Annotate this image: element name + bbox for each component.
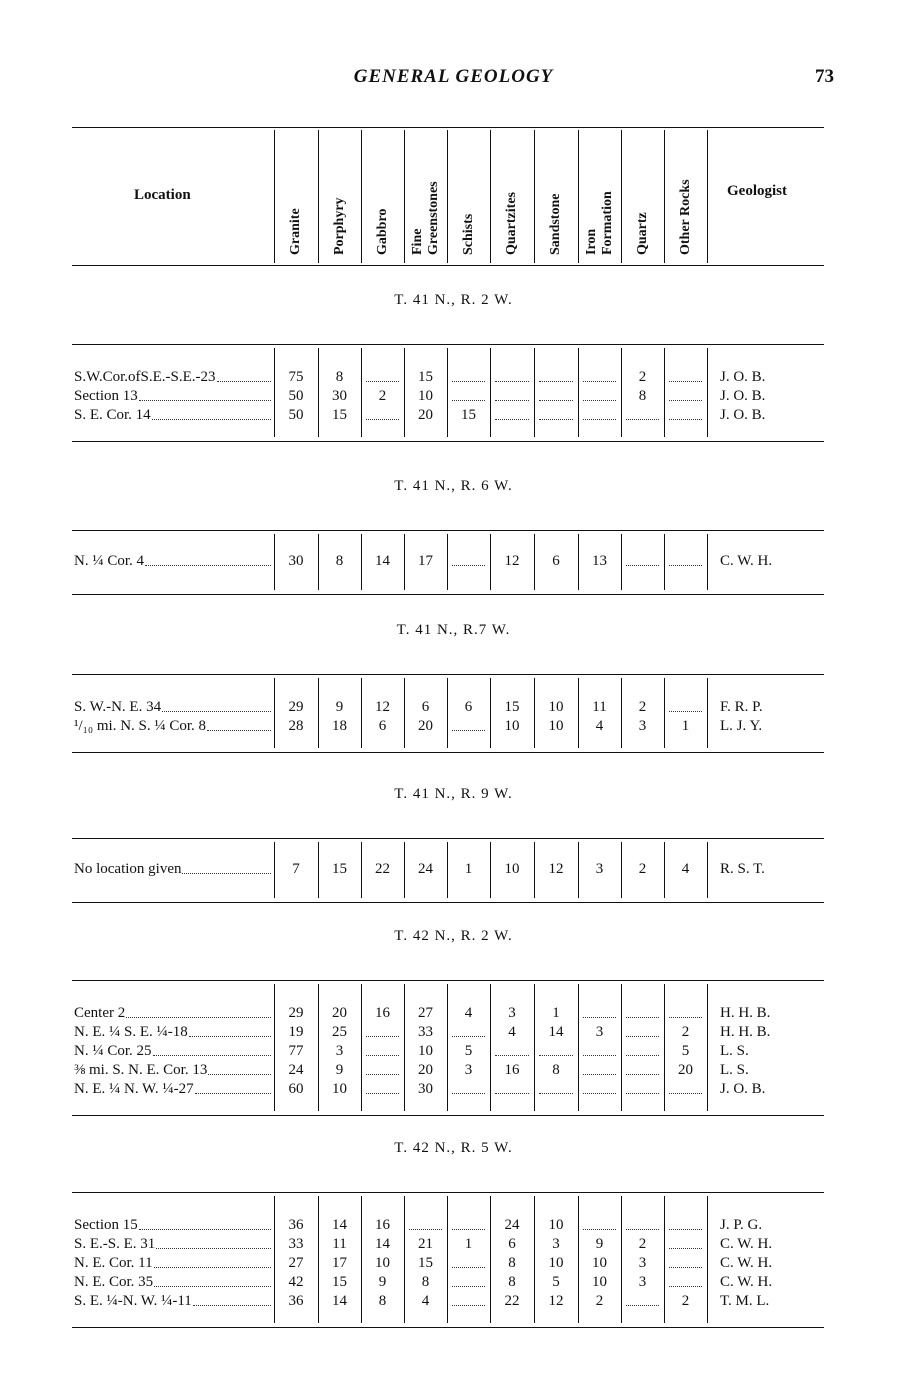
table-row xyxy=(0,1292,907,1311)
leader-dots xyxy=(145,565,271,566)
empty-cell-dots xyxy=(366,381,399,382)
value-cell: 10 xyxy=(548,718,564,734)
column-header-location: Location xyxy=(134,187,191,203)
section-bottom-rule xyxy=(72,1115,824,1116)
geologist-cell: L. J. Y. xyxy=(720,718,763,734)
empty-cell-dots xyxy=(583,419,616,420)
empty-cell-dots xyxy=(539,1093,573,1094)
value-cell: 16 xyxy=(375,1217,390,1233)
value-cell: 4 xyxy=(681,861,690,877)
header-divider xyxy=(534,130,535,263)
empty-cell-dots xyxy=(452,1305,485,1306)
value-cell: 13 xyxy=(592,553,607,569)
value-cell: 8 xyxy=(508,1255,516,1271)
leader-dots xyxy=(126,1017,271,1018)
header-top-rule xyxy=(72,127,824,128)
empty-cell-dots xyxy=(669,419,702,420)
location-cell: S. E. ¼-N. W. ¼-11 xyxy=(74,1293,192,1309)
empty-cell-dots xyxy=(539,400,573,401)
value-cell: 10 xyxy=(332,1081,347,1097)
value-cell: 3 xyxy=(638,1255,647,1271)
value-cell: 3 xyxy=(595,861,604,877)
leader-dots xyxy=(153,1055,271,1056)
location-cell: N. E. Cor. 11 xyxy=(74,1255,153,1271)
value-cell: 4 xyxy=(421,1293,430,1309)
leader-dots xyxy=(189,1036,271,1037)
header-divider xyxy=(318,130,319,263)
geologist-cell: C. W. H. xyxy=(720,1255,773,1271)
value-cell: 3 xyxy=(638,718,647,734)
column-header-rock: Sandstone xyxy=(548,193,563,255)
geologist-cell: H. H. B. xyxy=(720,1005,771,1021)
value-cell: 12 xyxy=(375,699,390,715)
location-cell: N. ¼ Cor. 25 xyxy=(74,1043,152,1059)
section-top-rule xyxy=(72,530,824,531)
column-header-rock: Iron xyxy=(583,228,599,255)
value-cell: 3 xyxy=(595,1024,604,1040)
value-cell: 14 xyxy=(375,1236,390,1252)
value-cell: 3 xyxy=(335,1043,344,1059)
empty-cell-dots xyxy=(452,400,485,401)
value-cell: 10 xyxy=(418,1043,433,1059)
value-cell: 12 xyxy=(548,1293,564,1309)
page-number: 73 xyxy=(815,66,834,87)
geologist-cell: L. S. xyxy=(720,1062,749,1078)
empty-cell-dots xyxy=(626,1036,659,1037)
geologist-cell: J. O. B. xyxy=(720,1081,766,1097)
section-top-rule xyxy=(72,674,824,675)
value-cell: 8 xyxy=(335,369,344,385)
empty-cell-dots xyxy=(669,1093,702,1094)
leader-dots xyxy=(154,1286,271,1287)
table-row xyxy=(0,368,907,387)
section-top-rule xyxy=(72,980,824,981)
empty-cell-dots xyxy=(669,1286,702,1287)
column-header-rock: Other Rocks xyxy=(677,179,693,255)
value-cell: 6 xyxy=(378,718,387,734)
geologist-cell: T. M. L. xyxy=(720,1293,770,1309)
table-row xyxy=(0,552,907,571)
value-cell: 22 xyxy=(504,1293,520,1309)
table-row xyxy=(0,860,907,879)
empty-cell-dots xyxy=(495,419,529,420)
value-cell: 27 xyxy=(418,1005,433,1021)
value-cell: 14 xyxy=(332,1217,347,1233)
table-row xyxy=(0,1273,907,1292)
location-cell: Section 13 xyxy=(74,388,138,404)
header-divider xyxy=(361,130,362,263)
table-row xyxy=(0,1061,907,1080)
geologist-cell: J. O. B. xyxy=(720,407,766,423)
empty-cell-dots xyxy=(583,1055,616,1056)
value-cell: 24 xyxy=(504,1217,520,1233)
empty-cell-dots xyxy=(626,1017,659,1018)
value-cell: 12 xyxy=(504,553,520,569)
township-heading: T. 41 N., R.7 W. xyxy=(396,622,511,638)
header-divider xyxy=(404,130,405,263)
value-cell: 75 xyxy=(288,369,304,385)
value-cell: 33 xyxy=(288,1236,304,1252)
empty-cell-dots xyxy=(626,1074,659,1075)
value-cell: 4 xyxy=(464,1005,473,1021)
column-header-rock: Quartzites xyxy=(504,192,519,255)
leader-dots xyxy=(217,381,271,382)
empty-cell-dots xyxy=(539,1055,573,1056)
section-top-rule xyxy=(72,838,824,839)
value-cell: 8 xyxy=(421,1274,430,1290)
empty-cell-dots xyxy=(495,1055,529,1056)
header-divider xyxy=(621,130,622,263)
geologist-cell: C. W. H. xyxy=(720,1236,773,1252)
empty-cell-dots xyxy=(452,1229,485,1230)
empty-cell-dots xyxy=(366,419,399,420)
geologist-cell: J. O. B. xyxy=(720,388,766,404)
header-divider xyxy=(490,130,491,263)
empty-cell-dots xyxy=(669,400,702,401)
value-cell: 20 xyxy=(418,1062,433,1078)
value-cell: 30 xyxy=(332,388,347,404)
value-cell: 10 xyxy=(375,1255,390,1271)
table-row xyxy=(0,1004,907,1023)
leader-dots xyxy=(139,400,271,401)
value-cell: 8 xyxy=(508,1274,516,1290)
value-cell: 27 xyxy=(288,1255,304,1271)
empty-cell-dots xyxy=(669,1229,702,1230)
value-cell: 2 xyxy=(378,388,387,404)
empty-cell-dots xyxy=(452,1036,485,1037)
location-cell: N. E. ¼ S. E. ¼-18 xyxy=(74,1024,188,1040)
column-header-rock: Fine xyxy=(409,228,425,255)
table-row xyxy=(0,1254,907,1273)
value-cell: 6 xyxy=(508,1236,516,1252)
township-heading: T. 42 N., R. 5 W. xyxy=(394,1140,513,1156)
township-heading: T. 41 N., R. 6 W. xyxy=(394,478,513,494)
geologist-cell: C. W. H. xyxy=(720,553,773,569)
location-cell: Center 2 xyxy=(74,1005,126,1021)
value-cell: 77 xyxy=(288,1043,304,1059)
location-cell: S. E.-S. E. 31 xyxy=(74,1236,156,1252)
header-divider xyxy=(447,130,448,263)
geologist-cell: F. R. P. xyxy=(720,699,763,715)
value-cell: 15 xyxy=(504,699,520,715)
value-cell: 12 xyxy=(548,861,564,877)
empty-cell-dots xyxy=(452,1267,485,1268)
empty-cell-dots xyxy=(452,1286,485,1287)
value-cell: 22 xyxy=(375,861,390,877)
value-cell: 8 xyxy=(552,1062,560,1078)
leader-dots xyxy=(207,730,271,731)
location-cell: S. E. Cor. 14 xyxy=(74,407,151,423)
empty-cell-dots xyxy=(452,565,485,566)
value-cell: 14 xyxy=(548,1024,564,1040)
value-cell: 1 xyxy=(552,1005,560,1021)
empty-cell-dots xyxy=(626,1055,659,1056)
value-cell: 2 xyxy=(638,861,647,877)
location-cell: S. W.-N. E. 34 xyxy=(74,699,162,715)
empty-cell-dots xyxy=(626,1305,659,1306)
column-header-rock: Porphyry xyxy=(331,197,347,255)
value-cell: 9 xyxy=(378,1274,387,1290)
empty-cell-dots xyxy=(583,400,616,401)
column-header-rock: Gabbro xyxy=(374,208,390,255)
table-row xyxy=(0,406,907,425)
value-cell: 3 xyxy=(552,1236,560,1252)
value-cell: 20 xyxy=(678,1062,693,1078)
header-divider xyxy=(578,130,579,263)
location-cell: Section 15 xyxy=(74,1217,138,1233)
location-cell: S.W.Cor.ofS.E.-S.E.-23 xyxy=(74,369,216,385)
value-cell: 16 xyxy=(375,1005,390,1021)
township-heading: T. 41 N., R. 2 W. xyxy=(394,292,513,308)
header-divider xyxy=(664,130,665,263)
empty-cell-dots xyxy=(495,381,529,382)
section-bottom-rule xyxy=(72,441,824,442)
empty-cell-dots xyxy=(626,1229,659,1230)
location-cell: N. ¼ Cor. 4 xyxy=(74,553,145,569)
table-row xyxy=(0,1235,907,1254)
value-cell: 8 xyxy=(638,388,647,404)
location-cell: ⅜ mi. S. N. E. Cor. 13 xyxy=(74,1062,208,1078)
value-cell: 2 xyxy=(638,369,647,385)
value-cell: 15 xyxy=(418,369,433,385)
value-cell: 8 xyxy=(378,1293,387,1309)
value-cell: 2 xyxy=(595,1293,604,1309)
table-row xyxy=(0,1042,907,1061)
value-cell: 10 xyxy=(504,718,520,734)
table-row xyxy=(0,698,907,717)
value-cell: 10 xyxy=(592,1255,607,1271)
location-cell: N. E. ¼ N. W. ¼-27 xyxy=(74,1081,194,1097)
table-row xyxy=(0,1080,907,1099)
empty-cell-dots xyxy=(626,1093,659,1094)
value-cell: 1 xyxy=(464,861,473,877)
value-cell: 2 xyxy=(638,1236,647,1252)
location-cell: ¹/₁₀ mi. N. S. ¼ Cor. 8 xyxy=(74,718,207,734)
value-cell: 60 xyxy=(288,1081,304,1097)
empty-cell-dots xyxy=(669,1017,702,1018)
table-row xyxy=(0,387,907,406)
section-top-rule xyxy=(72,344,824,345)
header-divider xyxy=(274,130,275,263)
empty-cell-dots xyxy=(366,1074,399,1075)
value-cell: 24 xyxy=(288,1062,304,1078)
table-row xyxy=(0,1023,907,1042)
value-cell: 6 xyxy=(421,699,430,715)
empty-cell-dots xyxy=(669,711,702,712)
value-cell: 3 xyxy=(638,1274,647,1290)
section-top-rule xyxy=(72,1192,824,1193)
value-cell: 9 xyxy=(595,1236,604,1252)
column-header-rock: Granite xyxy=(288,208,303,255)
empty-cell-dots xyxy=(495,400,529,401)
value-cell: 18 xyxy=(332,718,347,734)
column-header-rock: Quartz xyxy=(634,212,650,255)
value-cell: 1 xyxy=(681,718,690,734)
table-row xyxy=(0,717,907,736)
geologist-cell: R. S. T. xyxy=(720,861,765,877)
township-heading: T. 42 N., R. 2 W. xyxy=(394,928,513,944)
empty-cell-dots xyxy=(539,419,573,420)
value-cell: 2 xyxy=(681,1293,690,1309)
leader-dots xyxy=(193,1305,271,1306)
empty-cell-dots xyxy=(366,1036,399,1037)
value-cell: 6 xyxy=(464,699,473,715)
geologist-cell: J. O. B. xyxy=(720,369,766,385)
empty-cell-dots xyxy=(452,381,485,382)
value-cell: 10 xyxy=(548,1217,564,1233)
value-cell: 7 xyxy=(292,861,300,877)
value-cell: 10 xyxy=(548,1255,564,1271)
column-header-rock: Greenstones xyxy=(425,181,441,255)
value-cell: 21 xyxy=(418,1236,433,1252)
column-header-rock: Formation xyxy=(599,191,615,255)
value-cell: 29 xyxy=(288,1005,304,1021)
page-title: GENERAL GEOLOGY xyxy=(353,66,554,87)
empty-cell-dots xyxy=(626,419,659,420)
empty-cell-dots xyxy=(669,565,702,566)
empty-cell-dots xyxy=(669,1248,702,1249)
value-cell: 10 xyxy=(504,861,520,877)
leader-dots xyxy=(139,1229,271,1230)
value-cell: 10 xyxy=(418,388,433,404)
value-cell: 14 xyxy=(375,553,390,569)
value-cell: 19 xyxy=(288,1024,304,1040)
value-cell: 36 xyxy=(288,1217,304,1233)
value-cell: 33 xyxy=(418,1024,433,1040)
location-cell: No location given xyxy=(74,861,182,877)
empty-cell-dots xyxy=(583,1093,616,1094)
empty-cell-dots xyxy=(669,1267,702,1268)
empty-cell-dots xyxy=(452,730,485,731)
value-cell: 15 xyxy=(332,1274,347,1290)
value-cell: 20 xyxy=(418,407,433,423)
empty-cell-dots xyxy=(626,565,659,566)
value-cell: 16 xyxy=(504,1062,520,1078)
township-heading: T. 41 N., R. 9 W. xyxy=(394,786,513,802)
value-cell: 50 xyxy=(288,388,304,404)
leader-dots xyxy=(162,711,271,712)
value-cell: 2 xyxy=(638,699,647,715)
empty-cell-dots xyxy=(409,1229,442,1230)
value-cell: 14 xyxy=(332,1293,347,1309)
value-cell: 50 xyxy=(288,407,304,423)
value-cell: 1 xyxy=(464,1236,473,1252)
column-header-geologist: Geologist xyxy=(727,183,787,199)
value-cell: 29 xyxy=(288,699,304,715)
value-cell: 3 xyxy=(508,1005,516,1021)
value-cell: 15 xyxy=(418,1255,433,1271)
leader-dots xyxy=(195,1093,271,1094)
empty-cell-dots xyxy=(583,1229,616,1230)
empty-cell-dots xyxy=(669,381,702,382)
empty-cell-dots xyxy=(366,1055,399,1056)
value-cell: 5 xyxy=(552,1274,560,1290)
empty-cell-dots xyxy=(583,1017,616,1018)
geologist-cell: J. P. G. xyxy=(720,1217,763,1233)
value-cell: 3 xyxy=(464,1062,473,1078)
leader-dots xyxy=(182,873,271,874)
value-cell: 8 xyxy=(335,553,344,569)
value-cell: 30 xyxy=(418,1081,433,1097)
leader-dots xyxy=(156,1248,271,1249)
value-cell: 20 xyxy=(418,718,433,734)
empty-cell-dots xyxy=(539,381,573,382)
value-cell: 5 xyxy=(464,1043,473,1059)
value-cell: 4 xyxy=(595,718,604,734)
value-cell: 25 xyxy=(332,1024,347,1040)
value-cell: 15 xyxy=(332,407,347,423)
value-cell: 9 xyxy=(335,1062,344,1078)
leader-dots xyxy=(154,1267,271,1268)
location-cell: N. E. Cor. 35 xyxy=(74,1274,154,1290)
column-header-rock: Schists xyxy=(460,213,476,255)
value-cell: 5 xyxy=(681,1043,690,1059)
value-cell: 11 xyxy=(332,1236,347,1252)
section-bottom-rule xyxy=(72,594,824,595)
value-cell: 24 xyxy=(418,861,433,877)
section-bottom-rule xyxy=(72,1327,824,1328)
section-bottom-rule xyxy=(72,752,824,753)
empty-cell-dots xyxy=(583,1074,616,1075)
value-cell: 6 xyxy=(552,553,560,569)
value-cell: 4 xyxy=(508,1024,516,1040)
value-cell: 10 xyxy=(592,1274,607,1290)
geologist-cell: L. S. xyxy=(720,1043,749,1059)
value-cell: 36 xyxy=(288,1293,304,1309)
value-cell: 15 xyxy=(461,407,476,423)
empty-cell-dots xyxy=(366,1093,399,1094)
empty-cell-dots xyxy=(583,381,616,382)
section-bottom-rule xyxy=(72,902,824,903)
value-cell: 30 xyxy=(288,553,304,569)
value-cell: 10 xyxy=(548,699,564,715)
header-divider xyxy=(707,130,708,263)
geologist-cell: C. W. H. xyxy=(720,1274,773,1290)
value-cell: 17 xyxy=(332,1255,347,1271)
value-cell: 15 xyxy=(332,861,347,877)
value-cell: 42 xyxy=(288,1274,304,1290)
value-cell: 17 xyxy=(418,553,433,569)
value-cell: 2 xyxy=(681,1024,690,1040)
empty-cell-dots xyxy=(452,1093,485,1094)
leader-dots xyxy=(152,419,271,420)
leader-dots xyxy=(208,1074,271,1075)
value-cell: 20 xyxy=(332,1005,347,1021)
value-cell: 28 xyxy=(288,718,304,734)
value-cell: 9 xyxy=(335,699,344,715)
geologist-cell: H. H. B. xyxy=(720,1024,771,1040)
empty-cell-dots xyxy=(495,1093,529,1094)
header-bottom-rule xyxy=(72,265,824,266)
table-row xyxy=(0,1216,907,1235)
value-cell: 11 xyxy=(592,699,607,715)
